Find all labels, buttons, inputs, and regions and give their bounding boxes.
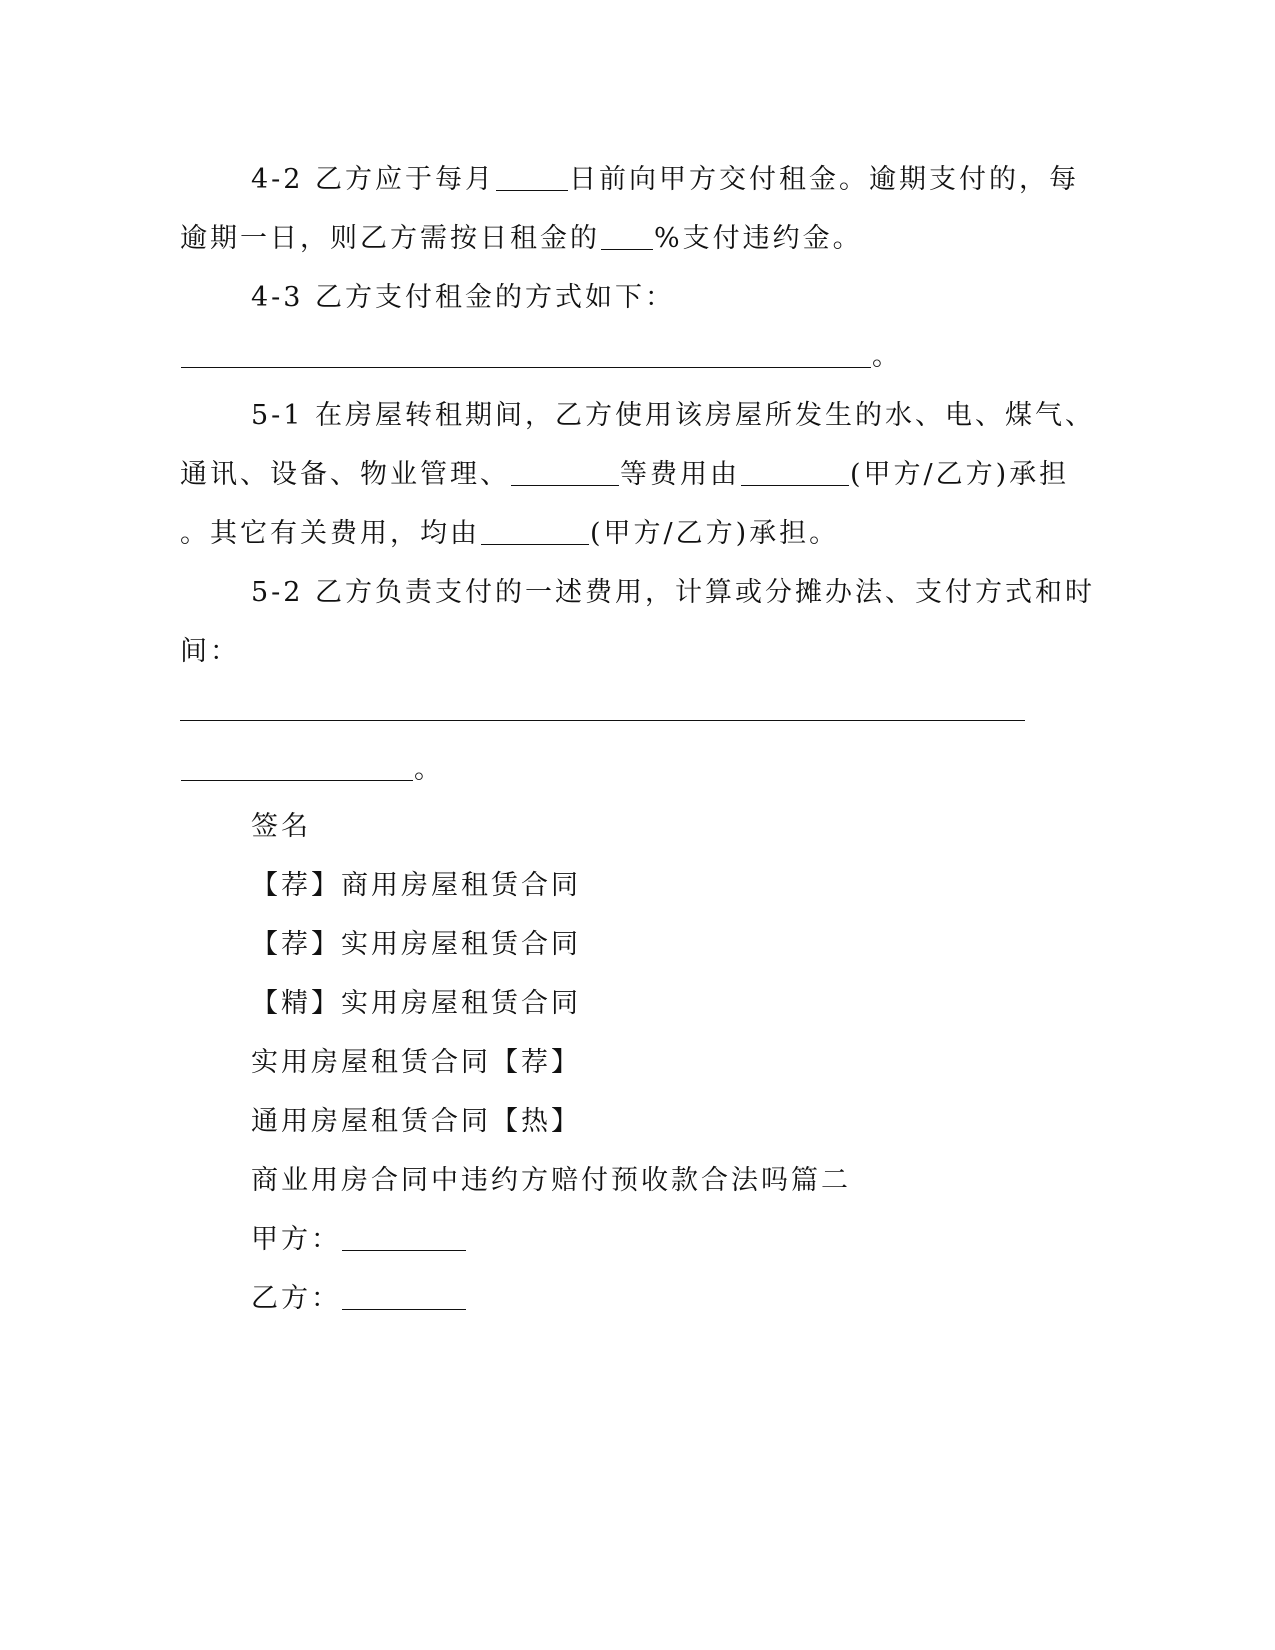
clause-4-3-line-2	[180, 337, 902, 377]
payment-method-blank	[181, 340, 871, 368]
party-b-blank	[342, 1282, 466, 1310]
fee-details-blank-2	[181, 753, 413, 781]
clause-5-1-text-f: (甲方/乙方)承担。	[590, 518, 840, 549]
other-fee-payer-blank	[481, 517, 589, 545]
party-b-line	[251, 1279, 467, 1319]
party-b-label: 乙方：	[251, 1283, 341, 1314]
signature-label: 签名	[251, 811, 311, 842]
clause-4-3-line-1	[251, 278, 675, 318]
clause-5-2-line-2	[180, 632, 240, 672]
party-a-label: 甲方：	[251, 1224, 341, 1255]
related-link-5[interactable]: 通用房屋租赁合同【热】	[251, 1106, 581, 1137]
clause-5-2-end: 。	[414, 754, 444, 785]
clause-4-3-end: 。	[872, 341, 902, 372]
clause-5-2-line-1	[251, 573, 1095, 613]
clause-5-1-text-d: (甲方/乙方)承担	[850, 459, 1070, 490]
clause-4-3-text-a: 4-3 乙方支付租金的方式如下：	[251, 282, 676, 313]
penalty-rate-blank	[601, 222, 653, 250]
clause-5-2-text-a: 5-2 乙方负责支付的一述费用，计算或分摊办法、支付方式和时	[251, 577, 1096, 608]
clause-5-1-line-1	[251, 396, 1095, 436]
party-a-line	[251, 1220, 467, 1260]
clause-5-1-line-3	[180, 514, 839, 554]
clause-5-1-text-b: 通讯、设备、物业管理、	[180, 459, 510, 490]
clause-4-2-text-a: 4-2 乙方应于每月	[251, 164, 496, 195]
clause-5-2-text-b: 间：	[180, 636, 240, 667]
related-link-3[interactable]: 【精】实用房屋租赁合同	[251, 988, 581, 1019]
clause-4-2-text-b: 日前向甲方交付租金。逾期支付的，每	[569, 164, 1080, 195]
party-a-blank	[342, 1223, 466, 1251]
related-link-1[interactable]: 【荐】商用房屋租赁合同	[251, 870, 581, 901]
related-link-4[interactable]: 实用房屋租赁合同【荐】	[251, 1047, 581, 1078]
other-fee-blank	[511, 458, 619, 486]
fee-payer-blank	[741, 458, 849, 486]
clause-4-2-text-d: %支付违约金。	[654, 223, 863, 254]
clause-5-2-line-4	[180, 750, 444, 790]
clause-5-1-text-e: 。其它有关费用，均由	[180, 518, 480, 549]
section-heading-part-two: 商业用房合同中违约方赔付预收款合法吗篇二	[251, 1165, 851, 1196]
clause-5-1-text-a: 5-1 在房屋转租期间，乙方使用该房屋所发生的水、电、煤气、	[251, 400, 1096, 431]
clause-5-1-line-2	[180, 455, 1069, 495]
clause-4-2-line-2	[180, 219, 863, 259]
clause-5-1-text-c: 等费用由	[620, 459, 740, 490]
clause-4-2-line-1	[251, 160, 1079, 200]
fee-details-rule	[180, 720, 1025, 721]
clause-4-2-text-c: 逾期一日，则乙方需按日租金的	[180, 223, 600, 254]
related-link-2[interactable]: 【荐】实用房屋租赁合同	[251, 929, 581, 960]
rent-day-blank	[496, 163, 568, 191]
